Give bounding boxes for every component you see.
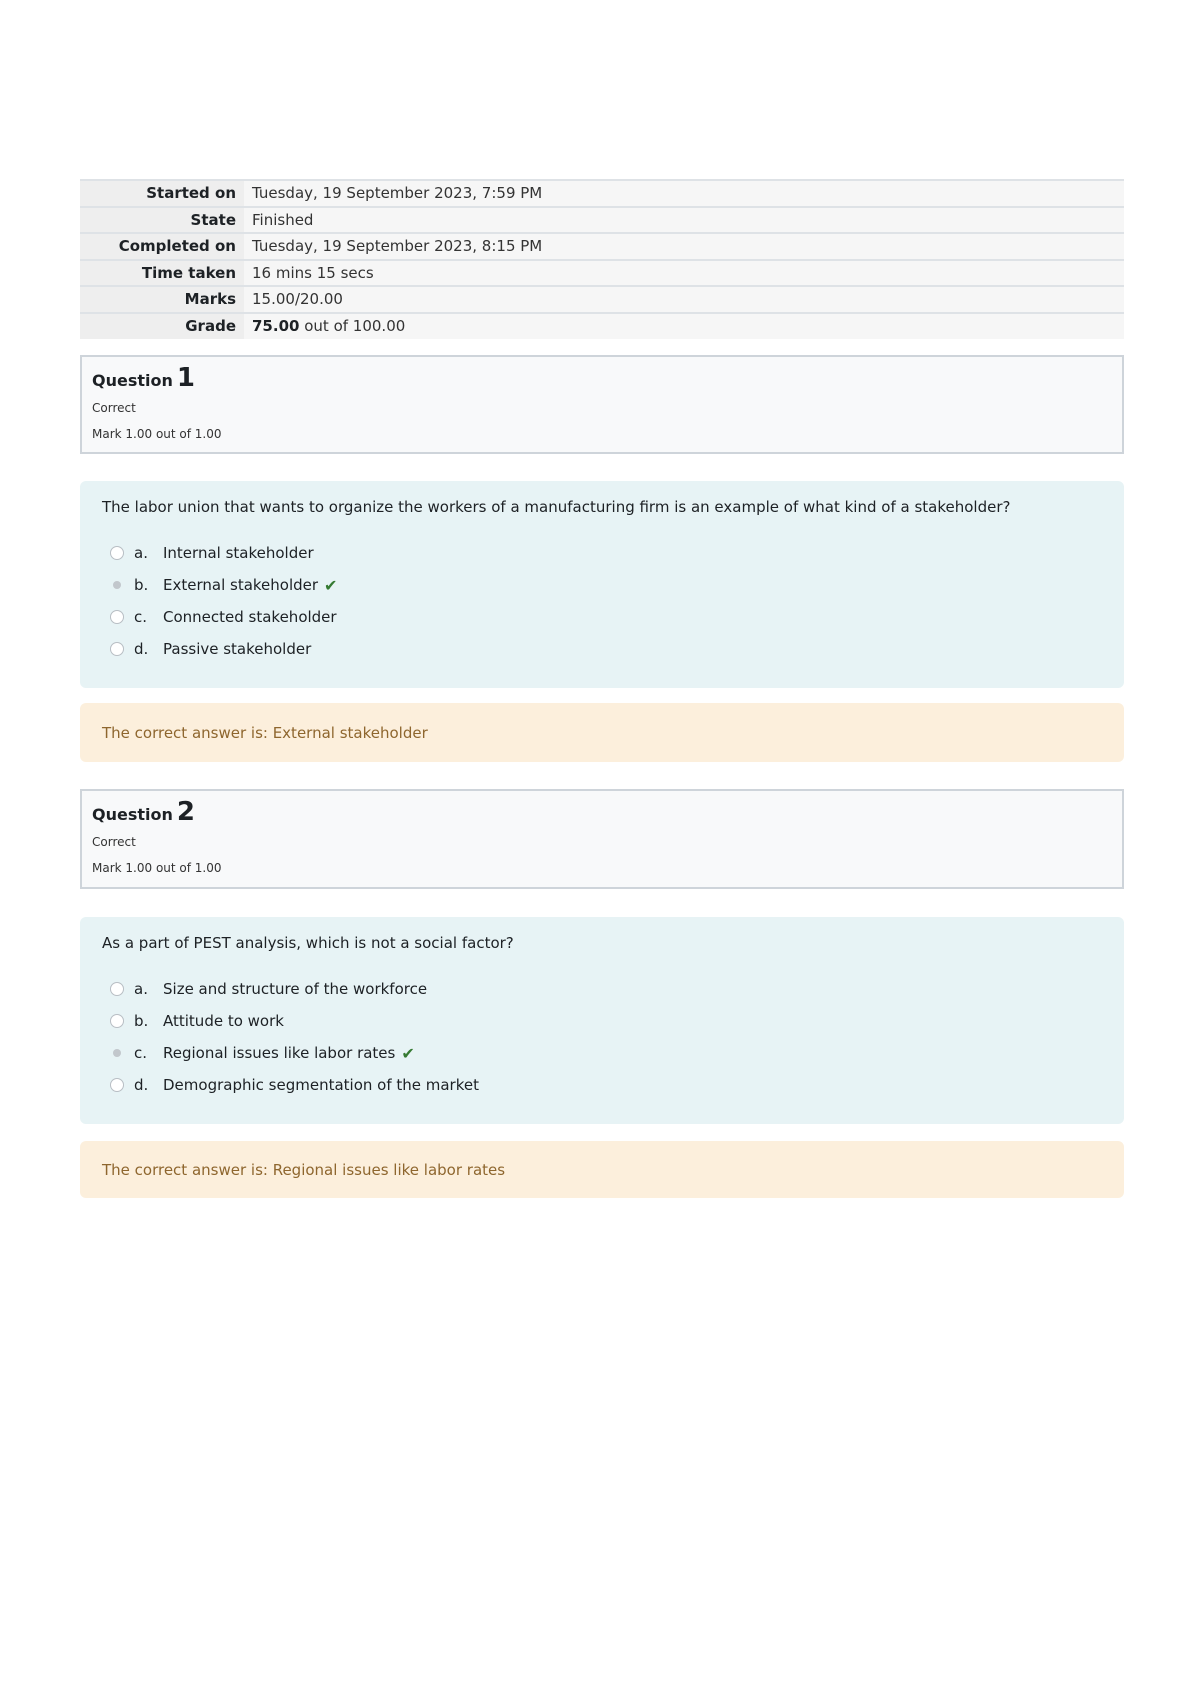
question-title: Question 1 — [92, 363, 195, 393]
summary-row-time — [80, 260, 1124, 287]
summary-label: Marks — [80, 286, 244, 313]
radio-button[interactable] — [110, 982, 124, 996]
option-letter: c. — [134, 608, 148, 626]
question-content-2 — [80, 917, 1124, 1124]
check-icon: ✔ — [401, 1043, 415, 1063]
answer-options — [102, 537, 1102, 665]
question-content-1 — [80, 481, 1124, 688]
option-letter: c. — [134, 1044, 148, 1062]
summary-value: 15.00/20.00 — [244, 286, 1124, 313]
radio-button[interactable] — [110, 546, 124, 560]
option-text: Internal stakeholder — [163, 544, 314, 562]
question-number: 2 — [176, 797, 195, 827]
answer-option-c[interactable] — [110, 601, 1102, 633]
attempt-summary-table — [80, 179, 1124, 339]
option-text: Size and structure of the workforce — [163, 980, 428, 998]
summary-row-state — [80, 207, 1124, 234]
question-info-2 — [80, 789, 1124, 889]
summary-value — [244, 313, 1124, 340]
grade-suffix: out of 100.00 — [304, 317, 406, 336]
grade-score: 75.00 — [252, 317, 300, 336]
radio-button-selected[interactable] — [110, 578, 124, 592]
summary-label: Time taken — [80, 260, 244, 287]
radio-button-selected[interactable] — [110, 1046, 124, 1060]
answer-option-a[interactable] — [110, 537, 1102, 569]
summary-label: Grade — [80, 313, 244, 340]
answer-option-a[interactable] — [110, 973, 1102, 1005]
question-mark: Mark 1.00 out of 1.00 — [92, 861, 222, 875]
option-text: External stakeholder — [163, 576, 319, 594]
radio-button[interactable] — [110, 1014, 124, 1028]
question-text: As a part of PEST analysis, which is not a social factor? — [102, 934, 514, 952]
question-state: Correct — [92, 401, 136, 415]
question-number: 1 — [176, 363, 195, 393]
question-state: Correct — [92, 835, 136, 849]
correct-answer-feedback-1: The correct answer is: External stakeholder — [80, 703, 1124, 762]
answer-option-b[interactable] — [110, 569, 1102, 601]
question-title: Question 2 — [92, 797, 195, 827]
summary-label: Started on — [80, 180, 244, 207]
correct-answer-feedback-2: The correct answer is: Regional issues like labor rates — [80, 1141, 1124, 1198]
option-text: Demographic segmentation of the market — [163, 1076, 479, 1094]
option-letter: a. — [134, 544, 148, 562]
option-text: Regional issues like labor rates — [163, 1044, 396, 1062]
summary-label: Completed on — [80, 233, 244, 260]
radio-button[interactable] — [110, 610, 124, 624]
answer-options — [102, 973, 1102, 1101]
option-text: Attitude to work — [163, 1012, 284, 1030]
option-letter: b. — [134, 576, 149, 594]
option-letter: d. — [134, 640, 149, 658]
summary-value: Tuesday, 19 September 2023, 7:59 PM — [244, 180, 1124, 207]
summary-row-grade — [80, 313, 1124, 340]
option-letter: d. — [134, 1076, 149, 1094]
question-info-1 — [80, 355, 1124, 454]
quiz-review — [80, 179, 1124, 1198]
option-text: Connected stakeholder — [163, 608, 337, 626]
summary-row-completed — [80, 233, 1124, 260]
answer-option-d[interactable] — [110, 1069, 1102, 1101]
answer-option-d[interactable] — [110, 633, 1102, 665]
answer-option-c[interactable] — [110, 1037, 1102, 1069]
summary-row-started — [80, 180, 1124, 207]
question-mark: Mark 1.00 out of 1.00 — [92, 427, 222, 441]
answer-option-b[interactable] — [110, 1005, 1102, 1037]
summary-value: 16 mins 15 secs — [244, 260, 1124, 287]
option-text: Passive stakeholder — [163, 640, 312, 658]
summary-value: Tuesday, 19 September 2023, 8:15 PM — [244, 233, 1124, 260]
check-icon: ✔ — [324, 575, 338, 595]
option-letter: b. — [134, 1012, 149, 1030]
summary-label: State — [80, 207, 244, 234]
summary-row-marks — [80, 286, 1124, 313]
summary-value: Finished — [244, 207, 1124, 234]
question-text: The labor union that wants to organize the workers of a manufacturing firm is an example of what kind of a stakeholder? — [102, 498, 1011, 516]
radio-button[interactable] — [110, 642, 124, 656]
radio-button[interactable] — [110, 1078, 124, 1092]
option-letter: a. — [134, 980, 148, 998]
